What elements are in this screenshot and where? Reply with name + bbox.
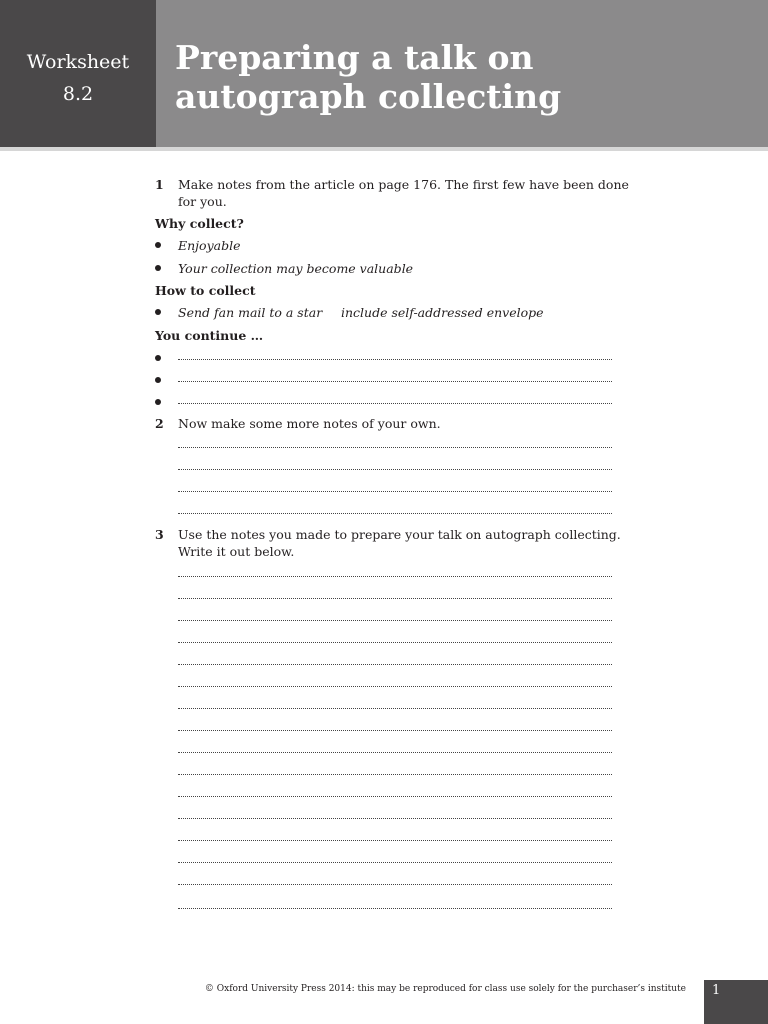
- answer-line[interactable]: [178, 598, 612, 599]
- answer-line[interactable]: [178, 469, 612, 470]
- copyright-notice: © Oxford University Press 2014: this may be reproduced for class use solely for the purchaser’s institute: [204, 984, 686, 994]
- answer-line[interactable]: [178, 447, 612, 448]
- bullet: [155, 265, 161, 271]
- answer-line[interactable]: [178, 686, 612, 687]
- question-3-number: 3: [155, 527, 164, 542]
- answer-line[interactable]: [178, 708, 612, 709]
- answer-line[interactable]: [178, 576, 612, 577]
- question-1-text-line-2: for you.: [178, 194, 227, 209]
- question-2-number: 2: [155, 416, 164, 431]
- you-continue-heading: You continue …: [155, 328, 264, 343]
- question-3-text-line-2: Write it out below.: [178, 544, 295, 559]
- page-number-box: [704, 980, 768, 1024]
- answer-line[interactable]: [178, 642, 612, 643]
- question-1-text-line-1: Make notes from the article on page 176. The first few have been done: [178, 177, 629, 192]
- answer-line[interactable]: [178, 491, 612, 492]
- answer-line[interactable]: [178, 862, 612, 863]
- question-2-text: Now make some more notes of your own.: [178, 416, 441, 431]
- worksheet-label: Worksheet: [26, 51, 130, 73]
- answer-line[interactable]: [178, 796, 612, 797]
- page-number: 1: [712, 983, 721, 998]
- worksheet-badge: [0, 0, 156, 147]
- answer-line[interactable]: [178, 730, 612, 731]
- answer-line[interactable]: [178, 359, 612, 360]
- title-line-1: Preparing a talk on: [175, 38, 534, 77]
- bullet: [155, 399, 161, 405]
- answer-line[interactable]: [178, 774, 612, 775]
- how-item-left: Send fan mail to a star: [178, 305, 323, 320]
- answer-line[interactable]: [178, 513, 612, 514]
- answer-line[interactable]: [178, 840, 612, 841]
- answer-line[interactable]: [178, 381, 612, 382]
- answer-line[interactable]: [178, 620, 612, 621]
- answer-line[interactable]: [178, 403, 612, 404]
- answer-line[interactable]: [178, 752, 612, 753]
- answer-line[interactable]: [178, 908, 612, 909]
- worksheet-number: 8.2: [62, 83, 94, 105]
- question-1-number: 1: [155, 177, 164, 192]
- page-title: [175, 38, 755, 116]
- how-item-right: include self-addressed envelope: [341, 305, 544, 320]
- answer-line[interactable]: [178, 664, 612, 665]
- why-item-2: Your collection may become valuable: [178, 261, 414, 276]
- bullet: [155, 242, 161, 248]
- why-item-1: Enjoyable: [178, 238, 241, 253]
- why-collect-heading: Why collect?: [155, 216, 244, 231]
- question-3-text-line-1: Use the notes you made to prepare your talk on autograph collecting.: [178, 527, 621, 542]
- title-line-2: autograph collecting: [175, 77, 562, 116]
- how-to-collect-heading: How to collect: [155, 283, 256, 298]
- bullet: [155, 309, 161, 315]
- bullet: [155, 377, 161, 383]
- header-rule: [0, 147, 768, 151]
- answer-line[interactable]: [178, 818, 612, 819]
- bullet: [155, 355, 161, 361]
- answer-line[interactable]: [178, 884, 612, 885]
